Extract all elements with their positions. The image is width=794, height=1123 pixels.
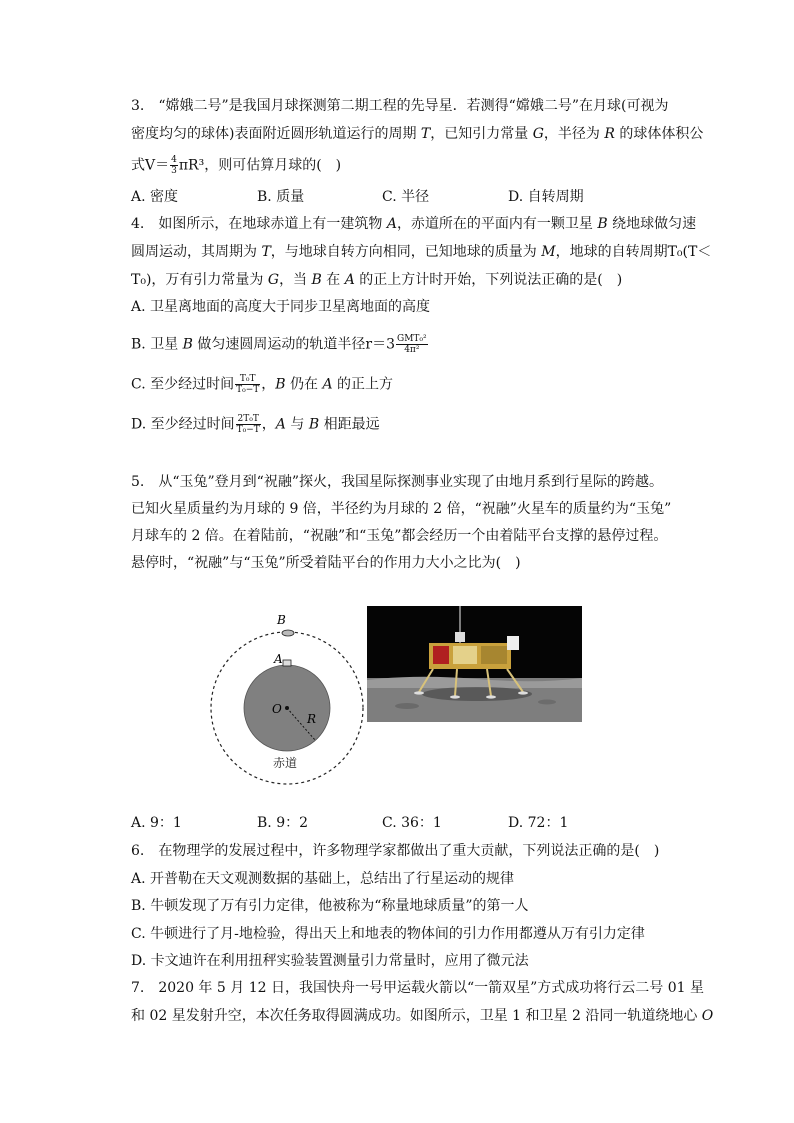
- label-equator: 赤道: [273, 756, 298, 770]
- q5-line-4: 悬停时，“祝融”与“玉兔”所受着陆平台的作用力大小之比为( ): [131, 555, 521, 571]
- q4-text: 4. 如图所示，在地球赤道上有一建筑物: [131, 216, 387, 232]
- q4-line-3: [131, 270, 622, 290]
- q7-var: O: [701, 1008, 714, 1024]
- side-instrument: [507, 636, 519, 650]
- crater: [395, 703, 419, 709]
- fraction-numerator: 4: [171, 155, 177, 165]
- fraction-numerator: GMT₀²: [397, 334, 427, 344]
- q4-option-a: A. 卫星离地面的高度大于同步卫星离地面的高度: [131, 299, 431, 315]
- q4-var: M: [541, 244, 556, 260]
- footpad: [450, 695, 460, 698]
- q4-text: ，地球的自转周期T₀(T＜: [555, 244, 712, 260]
- q5-line-3: 月球车的 2 倍。在着陆前，“祝融”和“玉兔”都会经历一个由着陆平台支撑的悬停过程。: [131, 528, 668, 544]
- q5-option-a: A. 9：1: [131, 815, 182, 831]
- q4-text: ，赤道所在的平面内有一颗卫星: [396, 216, 598, 232]
- q4-var: B: [311, 272, 322, 288]
- q7-line-1: 7. 2020 年 5 月 12 日，我国快舟一号甲运载火箭以“一箭双星”方式成功将行云二号 01 星: [131, 980, 704, 996]
- label-a: A: [274, 652, 283, 666]
- q4-text: D. 至少经过时间: [131, 416, 235, 433]
- q3-option-c: C. 半径: [382, 189, 430, 205]
- q3-option-b: B. 质量: [257, 189, 305, 205]
- q6-option-a: A. 开普勒在天文观测数据的基础上，总结出了行星运动的规律: [131, 871, 515, 887]
- q3-text: 的球体体积公: [614, 126, 704, 142]
- q4-text: 相距最远: [319, 416, 380, 433]
- q3-text: πR³，则可估算月球的( ): [178, 157, 342, 174]
- orbit-diagram: [200, 610, 370, 790]
- q3-text: 式V＝: [131, 157, 170, 174]
- q7-line-2: [131, 1006, 713, 1026]
- q4-line-1: [131, 214, 696, 234]
- q3-fraction: [170, 155, 178, 176]
- q3-text: ，半径为: [543, 126, 605, 142]
- lunar-lander-photo: [367, 606, 582, 722]
- q4-text: ，: [261, 376, 276, 393]
- q4-text: 圆周运动，其周期为: [131, 244, 262, 260]
- q4-var: A: [275, 416, 286, 433]
- center-dot: [285, 706, 289, 710]
- q4-text: C. 至少经过时间: [131, 376, 235, 393]
- q4-var: B: [308, 416, 320, 433]
- gold-panel: [481, 646, 507, 664]
- foil-panel: [453, 646, 477, 664]
- q5-option-c: C. 36：1: [382, 815, 442, 831]
- camera-head: [455, 632, 465, 642]
- q3-var-t: T: [420, 126, 431, 142]
- q4-text: 与: [285, 416, 309, 433]
- q4-text: B. 卫星: [131, 336, 183, 353]
- q6-option-c: C. 牛顿进行了月-地检验，得出天上和地表的物体间的引力作用都遵从万有引力定律: [131, 926, 645, 942]
- q4-text: 绕地球做匀速: [607, 216, 697, 232]
- q4b-fraction: [396, 334, 428, 355]
- satellite-b-icon: [282, 630, 294, 636]
- q3-option-a: A. 密度: [131, 189, 179, 205]
- q4-text: 做匀速圆周运动的轨道半径r＝3: [192, 336, 395, 353]
- q6-line-1: 6. 在物理学的发展过程中，许多物理学家都做出了重大贡献，下列说法正确的是( ): [131, 843, 660, 859]
- label-b: B: [277, 613, 286, 627]
- q4-text: 在: [321, 272, 345, 288]
- fraction-denominator: 3: [171, 166, 177, 176]
- q4c-fraction: [235, 374, 260, 395]
- q4-text: 的正上方: [332, 376, 394, 393]
- q3-line-2: [131, 124, 703, 144]
- footpad: [486, 695, 496, 698]
- q4-var: T: [261, 244, 271, 260]
- footpad: [518, 691, 528, 694]
- q3-line-3: [131, 155, 341, 176]
- q4-text: 的正上方计时开始，下列说法正确的是( ): [354, 272, 623, 288]
- q4-var: A: [322, 376, 333, 393]
- q3-text: 密度均匀的球体)表面附近圆形轨道运行的周期: [131, 126, 421, 142]
- q5-line-1: 5. 从“玉兔”登月到“祝融”探火，我国星际探测事业实现了由地月系到行星际的跨越。: [131, 474, 663, 490]
- fraction-numerator: 2T₀T: [237, 414, 259, 424]
- label-r: R: [307, 712, 317, 726]
- q3-text: ，已知引力常量: [430, 126, 533, 142]
- q4-text: ，与地球自转方向相同，已知地球的质量为: [270, 244, 542, 260]
- q3-var-r: R: [604, 126, 615, 142]
- q4-var: A: [344, 272, 355, 288]
- q3-line-1: 3. “嫦娥二号”是我国月球探测第二期工程的先导星．若测得“嫦娥二号”在月球(可视为: [131, 98, 669, 114]
- fraction-denominator: 4π²: [404, 345, 420, 355]
- q3-var-g: G: [532, 126, 544, 142]
- q4-option-b: [131, 334, 429, 355]
- q4-option-c: [131, 374, 393, 395]
- q3-option-d: D. 自转周期: [508, 189, 584, 205]
- fraction-denominator: T₀−T: [236, 425, 260, 435]
- q4-var: A: [386, 216, 397, 232]
- q4-text: T₀)，万有引力常量为: [131, 272, 268, 288]
- q4-option-d: [131, 414, 380, 435]
- q6-option-b: B. 牛顿发现了万有引力定律，他被称为“称量地球质量”的第一人: [131, 898, 529, 914]
- q4d-fraction: [236, 414, 261, 435]
- q5-option-b: B. 9：2: [257, 815, 309, 831]
- q6-option-d: D. 卡文迪许在利用扭秤实验装置测量引力常量时，应用了微元法: [131, 953, 529, 969]
- q4-var: B: [597, 216, 608, 232]
- footpad: [414, 691, 424, 694]
- q4-var: B: [182, 336, 193, 353]
- q5-line-2: 已知火星质量约为月球的 9 倍，半径约为月球的 2 倍，“祝融”火星车的质量约为“玉兔”: [131, 501, 672, 517]
- q4-var: B: [275, 376, 286, 393]
- label-o: O: [272, 702, 282, 716]
- q4-text: ，: [261, 416, 276, 433]
- lander-shadow: [422, 687, 532, 701]
- q4-text: ，当: [279, 272, 312, 288]
- q7-text: 和 02 星发射升空，本次任务取得圆满成功。如图所示，卫星 1 和卫星 2 沿同一轨道绕地心: [131, 1008, 702, 1024]
- q5-option-d: D. 72：1: [508, 815, 569, 831]
- red-panel: [433, 646, 449, 664]
- fraction-denominator: T₀−T: [236, 385, 260, 395]
- crater: [538, 700, 556, 705]
- q4-var: G: [267, 272, 280, 288]
- q4-text: 仍在: [285, 376, 323, 393]
- fraction-numerator: T₀T: [235, 374, 260, 385]
- building-a-icon: [283, 660, 291, 666]
- q4-line-2: [131, 242, 711, 262]
